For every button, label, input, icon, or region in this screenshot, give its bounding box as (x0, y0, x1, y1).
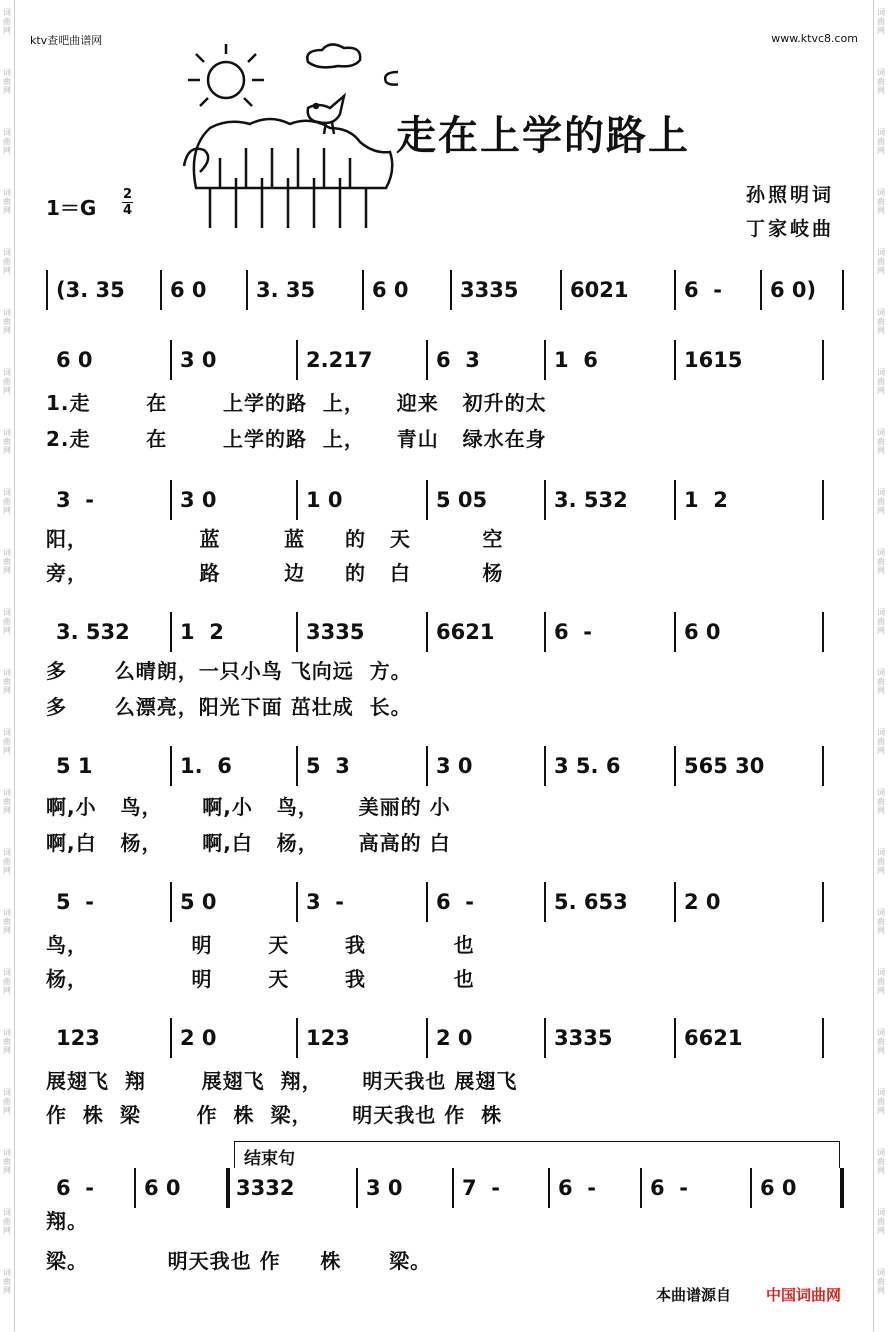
measure: 6 0 (684, 620, 721, 644)
side-watermark: 词曲网 (877, 548, 885, 575)
side-watermark: 词曲网 (3, 248, 11, 275)
barline (362, 270, 364, 310)
measure: 1 2 (684, 488, 728, 512)
side-watermark: 词曲网 (877, 308, 885, 335)
barline (296, 480, 298, 520)
barline (46, 270, 48, 310)
side-watermark: 词曲网 (877, 128, 885, 155)
barline (426, 746, 428, 786)
side-watermark: 词曲网 (3, 1028, 11, 1055)
score-row (0, 270, 888, 310)
barline (842, 270, 844, 310)
side-watermark: 词曲网 (877, 848, 885, 875)
barline (674, 882, 676, 922)
barline (544, 746, 546, 786)
key-signature: 1＝G (46, 196, 97, 220)
barline (544, 1018, 546, 1058)
barline (822, 882, 824, 922)
measure: 6 0 (170, 278, 207, 302)
measure: 3 0 (436, 754, 473, 778)
barline (296, 746, 298, 786)
barline (170, 882, 172, 922)
barline (840, 1168, 844, 1208)
measure: 6 0 (144, 1176, 181, 1200)
measure: 6 0 (372, 278, 409, 302)
score-row (0, 746, 888, 786)
side-watermark: 词曲网 (3, 1208, 11, 1235)
side-watermark: 词曲网 (3, 428, 11, 455)
barline (822, 1018, 824, 1058)
barline (450, 270, 452, 310)
measure: 6621 (436, 620, 495, 644)
barline (674, 270, 676, 310)
side-watermark: 词曲网 (877, 1208, 885, 1235)
side-watermark: 词曲网 (3, 548, 11, 575)
barline (426, 612, 428, 652)
measure: 2 0 (436, 1026, 473, 1050)
song-title: 走在上学的路上 (396, 112, 690, 159)
measure: 123 (56, 1026, 100, 1050)
measure: 1615 (684, 348, 743, 372)
ending-bracket (234, 1141, 840, 1168)
barline (674, 480, 676, 520)
side-watermark: 词曲网 (877, 1148, 885, 1175)
side-watermark: 词曲网 (3, 788, 11, 815)
score-row (0, 480, 888, 520)
measure: 6 - (554, 620, 592, 644)
measure: 3 0 (366, 1176, 403, 1200)
time-signature-top: 2 (122, 187, 133, 202)
measure: 6 0 (56, 348, 93, 372)
measure: 2.217 (306, 348, 373, 372)
side-watermark: 词曲网 (3, 1088, 11, 1115)
ending-label: 结束句 (244, 1149, 295, 1169)
measure: 5 0 (180, 890, 217, 914)
barline (822, 480, 824, 520)
measure: 6021 (570, 278, 629, 302)
side-watermark: 词曲网 (3, 188, 11, 215)
side-watermark: 词曲网 (3, 908, 11, 935)
lyricist-credit: 孙照明词 (746, 184, 835, 206)
side-watermark: 词曲网 (877, 428, 885, 455)
measure: 565 30 (684, 754, 765, 778)
measure: 5 1 (56, 754, 93, 778)
barline (226, 1168, 230, 1208)
barline (160, 270, 162, 310)
side-watermark: 词曲网 (877, 668, 885, 695)
barline (296, 882, 298, 922)
lyric-line: 啊,小 鸟， 啊,小 鸟， 美丽的 小 (46, 795, 451, 819)
measure: 6621 (684, 1026, 743, 1050)
barline (760, 270, 762, 310)
side-watermark: 词曲网 (3, 968, 11, 995)
side-watermark: 词曲网 (877, 788, 885, 815)
lyric-line: 作 株 梁 作 株 梁， 明天我也 作 株 (46, 1103, 503, 1127)
side-watermark: 词曲网 (3, 308, 11, 335)
lyric-line: 2.走 在 上学的路 上， 青山 绿水在身 (46, 427, 547, 451)
time-signature-bottom: 4 (122, 203, 133, 218)
side-watermark: 词曲网 (3, 668, 11, 695)
side-watermark: 词曲网 (877, 728, 885, 755)
lyric-line: 梁。 明天我也 作 株 梁。 (46, 1249, 432, 1273)
barline (426, 1018, 428, 1058)
measure: 5 3 (306, 754, 350, 778)
lyric-line: 鸟， 明 天 我 也 (46, 933, 475, 957)
measure: 2 0 (684, 890, 721, 914)
barline (426, 480, 428, 520)
side-watermark: 词曲网 (877, 608, 885, 635)
footer-site-name: 中国词曲网 (766, 1286, 842, 1304)
barline (750, 1168, 752, 1208)
side-watermark: 词曲网 (877, 968, 885, 995)
lyric-line: 多 么漂亮，阳光下面 茁壮成 长。 (46, 695, 412, 719)
barline (544, 480, 546, 520)
barline (560, 270, 562, 310)
side-watermark: 词曲网 (3, 128, 11, 155)
barline (822, 340, 824, 380)
measure: 5. 653 (554, 890, 628, 914)
measure: 3332 (236, 1176, 295, 1200)
measure: 123 (306, 1026, 350, 1050)
side-watermark: 词曲网 (877, 8, 885, 35)
lyric-line: 杨， 明 天 我 也 (46, 967, 475, 991)
barline (822, 746, 824, 786)
barline (674, 340, 676, 380)
lyric-line: 1.走 在 上学的路 上， 迎来 初升的太 (46, 391, 547, 415)
footer-source-text: 本曲谱源自 (656, 1286, 732, 1304)
barline (544, 340, 546, 380)
barline (246, 270, 248, 310)
measure: 3 5. 6 (554, 754, 621, 778)
composer-credit: 丁家岐曲 (746, 218, 835, 240)
side-watermark: 词曲网 (3, 368, 11, 395)
lyric-line: 阳， 蓝 蓝 的 天 空 (46, 527, 504, 551)
barline (170, 612, 172, 652)
side-watermark: 词曲网 (877, 1028, 885, 1055)
barline (426, 882, 428, 922)
measure: 6 - (558, 1176, 596, 1200)
measure: 1 0 (306, 488, 343, 512)
barline (822, 612, 824, 652)
barline (452, 1168, 454, 1208)
measure: 3335 (460, 278, 519, 302)
measure: 3 - (306, 890, 344, 914)
lyric-line: 多 么晴朗，一只小鸟 飞向远 方。 (46, 659, 412, 683)
side-watermark: 词曲网 (3, 848, 11, 875)
score-row (0, 882, 888, 922)
side-watermark: 词曲网 (877, 248, 885, 275)
measure: 6 0) (770, 278, 817, 302)
measure: 3 - (56, 488, 94, 512)
barline (674, 1018, 676, 1058)
barline (296, 1018, 298, 1058)
barline (426, 340, 428, 380)
measure: 6 3 (436, 348, 480, 372)
barline (544, 882, 546, 922)
side-watermark: 词曲网 (3, 8, 11, 35)
side-watermark: 词曲网 (877, 1268, 885, 1295)
measure: 3335 (306, 620, 365, 644)
barline (296, 340, 298, 380)
side-watermark: 词曲网 (3, 1148, 11, 1175)
score-row (0, 340, 888, 380)
measure: 3 0 (180, 488, 217, 512)
lyric-line: 翔。 (46, 1209, 88, 1233)
barline (548, 1168, 550, 1208)
measure: 3. 35 (256, 278, 316, 302)
header-site-right: www.ktvc8.com (771, 32, 858, 45)
time-signature (122, 188, 133, 217)
side-watermark: 词曲网 (3, 728, 11, 755)
side-watermark: 词曲网 (877, 1088, 885, 1115)
measure: 6 0 (760, 1176, 797, 1200)
measure: 3 0 (180, 348, 217, 372)
measure: 3335 (554, 1026, 613, 1050)
barline (134, 1168, 136, 1208)
sun-bird-trees-illustration (176, 38, 398, 234)
side-watermark: 词曲网 (877, 368, 885, 395)
lyric-line: 旁， 路 边 的 白 杨 (46, 561, 504, 585)
lyric-line: 展翅飞 翔 展翅飞 翔， 明天我也 展翅飞 (46, 1069, 518, 1093)
barline (170, 746, 172, 786)
measure: 6 - (684, 278, 722, 302)
side-watermark: 词曲网 (3, 1268, 11, 1295)
side-watermark: 词曲网 (877, 908, 885, 935)
measure: 1. 6 (180, 754, 232, 778)
barline (356, 1168, 358, 1208)
measure: (3. 35 (56, 278, 125, 302)
barline (544, 612, 546, 652)
measure: 6 - (650, 1176, 688, 1200)
side-watermark: 词曲网 (3, 488, 11, 515)
measure: 5 - (56, 890, 94, 914)
barline (674, 612, 676, 652)
barline (296, 612, 298, 652)
score-row (0, 1168, 888, 1208)
lyric-line: 啊,白 杨， 啊,白 杨， 高高的 白 (46, 831, 451, 855)
measure: 1 2 (180, 620, 224, 644)
measure: 6 - (436, 890, 474, 914)
measure: 5 05 (436, 488, 488, 512)
barline (674, 746, 676, 786)
side-watermark: 词曲网 (877, 488, 885, 515)
side-watermark: 词曲网 (3, 608, 11, 635)
score-row (0, 612, 888, 652)
side-watermark: 词曲网 (877, 68, 885, 95)
measure: 3. 532 (56, 620, 130, 644)
barline (170, 480, 172, 520)
measure: 6 - (56, 1176, 94, 1200)
measure: 1 6 (554, 348, 598, 372)
measure: 7 - (462, 1176, 500, 1200)
barline (170, 340, 172, 380)
barline (640, 1168, 642, 1208)
side-watermark: 词曲网 (3, 68, 11, 95)
side-watermark: 词曲网 (877, 188, 885, 215)
measure: 2 0 (180, 1026, 217, 1050)
measure: 3. 532 (554, 488, 628, 512)
barline (170, 1018, 172, 1058)
header-site-left: ktv查吧曲谱网 (30, 34, 103, 47)
score-row (0, 1018, 888, 1058)
